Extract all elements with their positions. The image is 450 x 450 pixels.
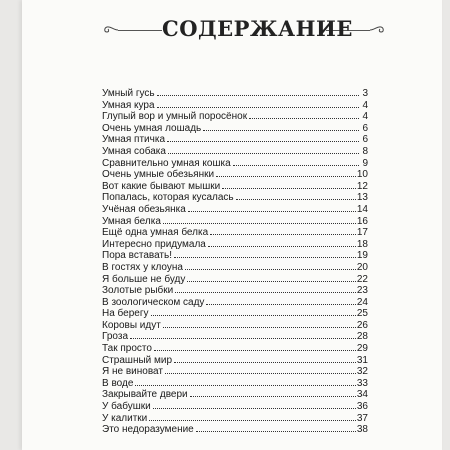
toc-entry — [102, 297, 368, 309]
toc-entry-title: Сравнительно умная кошка — [102, 157, 231, 169]
toc-entry-title: Ещё одна умная белка — [102, 227, 209, 239]
toc-entry-title: В зоологическом саду — [102, 296, 205, 308]
toc-leader-dots — [163, 223, 356, 224]
title-wrap — [162, 12, 353, 46]
toc-entry-page: 3 — [362, 88, 368, 99]
toc-entry-title: Вот какие бывают мышки — [102, 180, 221, 192]
toc-entry — [102, 285, 368, 297]
toc-entry-title: Коровы идут — [102, 319, 161, 331]
toc-entry-title: На берегу — [102, 308, 149, 320]
toc-entry-title: Закрывайте двери — [102, 389, 188, 401]
toc-entry — [102, 134, 368, 146]
toc-leader-dots — [174, 362, 356, 363]
toc-entry-page: 4 — [362, 99, 368, 111]
toc-entry-title: Умная кура — [102, 99, 155, 111]
toc-leader-dots — [236, 199, 356, 200]
toc-entry-page: 4 — [362, 111, 368, 123]
toc-leader-dots — [210, 234, 356, 235]
toc-entry-page: 12 — [356, 180, 368, 192]
toc-leader-dots — [154, 350, 356, 351]
toc-entry-title: Умный гусь — [102, 88, 155, 99]
toc-entry-page: 32 — [356, 366, 368, 378]
toc-entry-page: 8 — [362, 145, 368, 157]
right-ornament-icon — [370, 23, 386, 37]
table-of-contents — [102, 88, 368, 436]
toc-leader-dots — [175, 292, 356, 293]
toc-entry-page: 6 — [362, 122, 368, 134]
toc-leader-dots — [185, 269, 356, 270]
toc-entry-title: Умная собака — [102, 145, 166, 157]
toc-entry-page: 17 — [356, 227, 368, 239]
toc-entry — [102, 204, 368, 216]
toc-entry-title: У калитки — [102, 412, 148, 424]
toc-entry-title: В воде — [102, 377, 134, 389]
toc-entry — [102, 216, 368, 228]
toc-entry — [102, 389, 368, 401]
toc-entry-page: 33 — [356, 377, 368, 389]
toc-entry-title: Учёная обезьянка — [102, 203, 186, 215]
toc-entry-page: 10 — [356, 169, 368, 181]
toc-entry-page: 6 — [362, 134, 368, 146]
toc-entry-title: Гроза — [102, 331, 129, 343]
toc-leader-dots — [168, 153, 359, 154]
toc-leader-dots — [149, 420, 356, 421]
toc-entry — [102, 424, 368, 436]
toc-entry — [102, 181, 368, 193]
toc-entry-page: 24 — [356, 296, 368, 308]
toc-entry-page: 31 — [356, 354, 368, 366]
toc-entry — [102, 250, 368, 262]
toc-entry-title: Глупый вор и умный поросёнок — [102, 111, 248, 123]
toc-entry — [102, 331, 368, 343]
toc-leader-dots — [249, 118, 359, 119]
toc-entry-page: 26 — [356, 319, 368, 331]
toc-leader-dots — [163, 327, 356, 328]
toc-entry-page: 13 — [356, 192, 368, 204]
toc-entry — [102, 274, 368, 286]
toc-leader-dots — [188, 211, 356, 212]
toc-entry-title: У бабушки — [102, 401, 151, 413]
toc-entry — [102, 158, 368, 170]
toc-entry — [102, 378, 368, 390]
toc-entry — [102, 239, 368, 251]
toc-leader-dots — [203, 130, 359, 131]
toc-entry-title: Очень умные обезьянки — [102, 169, 215, 181]
toc-leader-dots — [216, 176, 356, 177]
toc-leader-dots — [157, 107, 359, 108]
toc-entry — [102, 413, 368, 425]
page-title: СОДЕРЖАНИЕ — [162, 16, 353, 41]
toc-entry — [102, 192, 368, 204]
toc-entry-title: Пора вставать! — [102, 250, 172, 262]
page-header — [118, 12, 370, 42]
toc-entry — [102, 366, 368, 378]
toc-entry-title: Это недоразумение — [102, 424, 194, 436]
toc-entry — [102, 146, 368, 158]
toc-entry-title: Попалась, которая кусалась — [102, 192, 234, 204]
toc-leader-dots — [208, 246, 356, 247]
toc-entry — [102, 227, 368, 239]
toc-entry-title: Умная птичка — [102, 134, 166, 146]
toc-leader-dots — [206, 304, 355, 305]
toc-entry — [102, 262, 368, 274]
toc-entry-page: 38 — [356, 424, 368, 436]
toc-leader-dots — [233, 165, 359, 166]
toc-entry-page: 25 — [356, 308, 368, 320]
toc-entry-page: 18 — [356, 238, 368, 250]
toc-entry-title: Я больше не буду — [102, 273, 186, 285]
toc-leader-dots — [167, 141, 359, 142]
toc-leader-dots — [151, 315, 356, 316]
toc-entry-page: 16 — [356, 215, 368, 227]
toc-entry-title: Я не виноват — [102, 366, 163, 378]
toc-entry-title: Золотые рыбки — [102, 285, 174, 297]
toc-entry-title: Страшный мир — [102, 354, 173, 366]
toc-leader-dots — [190, 396, 356, 397]
toc-leader-dots — [130, 338, 356, 339]
toc-entry-title: В гостях у клоуна — [102, 261, 183, 273]
toc-entry — [102, 111, 368, 123]
toc-entry — [102, 401, 368, 413]
toc-leader-dots — [153, 408, 356, 409]
toc-entry-page: 20 — [356, 261, 368, 273]
toc-entry — [102, 308, 368, 320]
toc-entry-title: Умная белка — [102, 215, 161, 227]
toc-leader-dots — [174, 257, 356, 258]
toc-leader-dots — [157, 95, 359, 96]
toc-entry-page: 23 — [356, 285, 368, 297]
toc-entry-page: 19 — [356, 250, 368, 262]
left-ornament-icon — [102, 23, 118, 37]
toc-entry — [102, 88, 368, 100]
toc-entry-page: 22 — [356, 273, 368, 285]
toc-entry — [102, 123, 368, 135]
toc-entry — [102, 169, 368, 181]
book-page — [22, 0, 442, 450]
toc-leader-dots — [222, 188, 356, 189]
toc-entry-page: 37 — [356, 412, 368, 424]
toc-entry-page: 9 — [362, 157, 368, 169]
toc-entry-page: 34 — [356, 389, 368, 401]
toc-entry-page: 36 — [356, 401, 368, 413]
toc-leader-dots — [135, 385, 355, 386]
toc-entry-page: 28 — [356, 331, 368, 343]
toc-entry-title: Очень умная лошадь — [102, 122, 202, 134]
toc-entry — [102, 320, 368, 332]
toc-entry — [102, 100, 368, 112]
toc-entry — [102, 343, 368, 355]
toc-leader-dots — [196, 431, 356, 432]
toc-entry-title: Интересно придумала — [102, 238, 206, 250]
toc-entry-title: Так просто — [102, 343, 152, 355]
toc-entry-page: 14 — [356, 203, 368, 215]
toc-entry — [102, 355, 368, 367]
toc-leader-dots — [187, 281, 356, 282]
toc-leader-dots — [165, 373, 356, 374]
toc-entry-page: 29 — [356, 343, 368, 355]
